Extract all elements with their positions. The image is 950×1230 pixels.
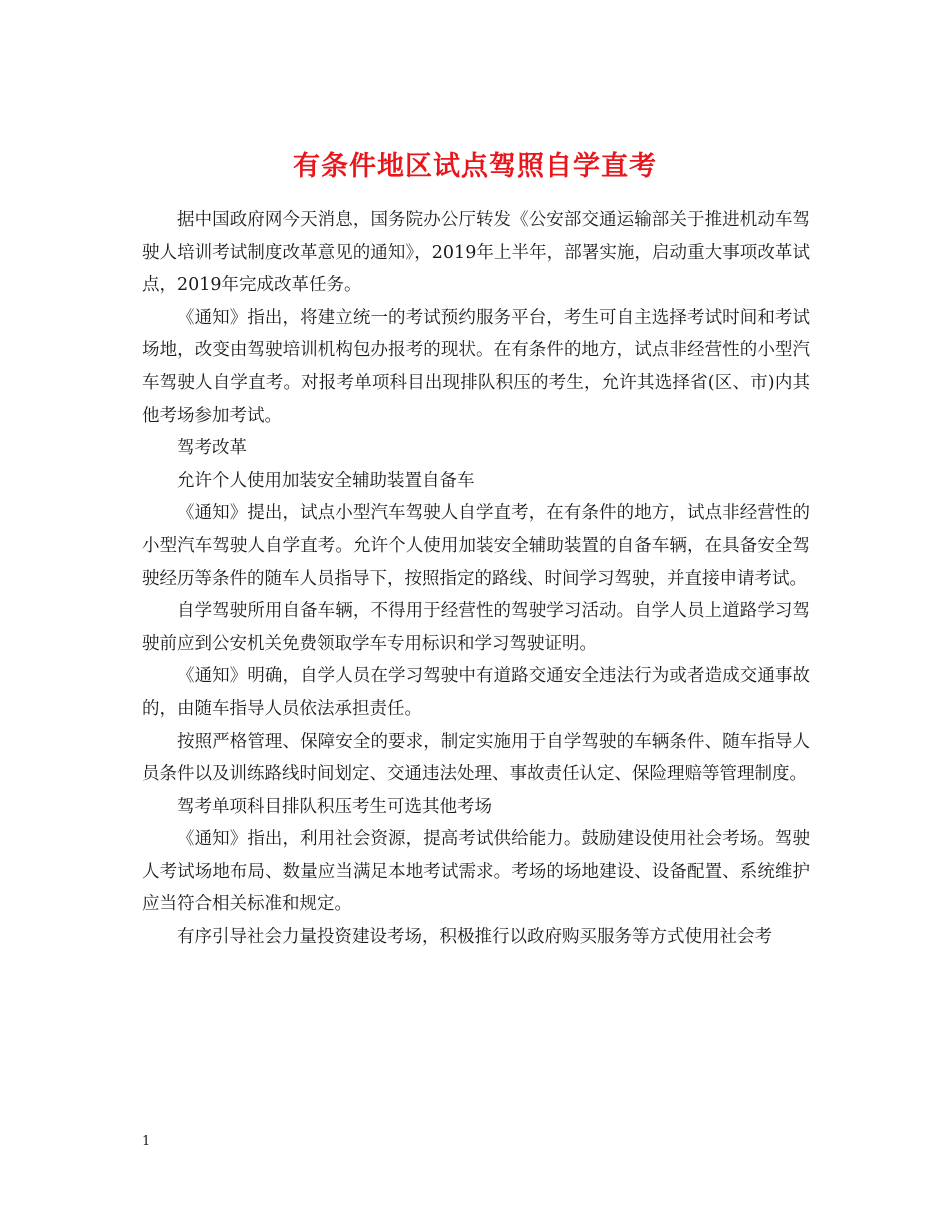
paragraph-social-venues: 《通知》指出，利用社会资源，提高考试供给能力。鼓励建设使用社会考场。驾驶人考试场地布局、数量应当满足本地考试需求。考场的场地建设、设备配置、系统维护应当符合相关标准和规定。 xyxy=(142,829,810,915)
subheading-other-venues: 驾考单项科目排队积压考生可选其他考场 xyxy=(177,796,492,817)
paragraph-responsibility: 《通知》明确，自学人员在学习驾驶中有道路交通安全违法行为或者造成交通事故的，由随车指导人员依法承担责任。 xyxy=(142,666,810,719)
paragraph-investment: 有序引导社会力量投资建设考场，积极推行以政府购买服务等方式使用社会考 xyxy=(177,927,772,948)
page-number: 1 xyxy=(142,1134,151,1149)
paragraph-management: 按照严格管理、保障安全的要求，制定实施用于自学驾驶的车辆条件、随车指导人员条件以及训练路线时间划定、交通违法处理、事故责任认定、保险理赔等管理制度。 xyxy=(142,731,810,785)
paragraph-vehicle-rules: 自学驾驶所用自备车辆，不得用于经营性的驾驶学习活动。自学人员上道路学习驾驶前应到公安机关免费领取学车专用标识和学习驾驶证明。 xyxy=(142,601,810,654)
subheading-own-vehicle: 允许个人使用加装安全辅助装置自备车 xyxy=(177,470,475,491)
paragraph-notice-platform: 《通知》指出，将建立统一的考试预约服务平台，考生可自主选择考试时间和考试场地，改变由驾驶培训机构包办报考的现状。在有条件的地方，试点非经营性的小型汽车驾驶人自学直考。对报考单项科目出现排队积压的考生，允许其选择省(区、市)内其他考场参加考试。 xyxy=(142,307,810,426)
paragraph-self-study-trial: 《通知》提出，试点小型汽车驾驶人自学直考，在有条件的地方，试点非经营性的小型汽车驾驶人自学直考。允许个人使用加装安全辅助装置的自备车辆，在具备安全驾驶经历等条件的随车人员指导下，按照指定的路线、时间学习驾驶，并直接申请考试。 xyxy=(142,503,810,589)
subheading-reform: 驾考改革 xyxy=(177,438,247,459)
paragraph-intro: 据中国政府网今天消息，国务院办公厅转发《公安部交通运输部关于推进机动车驾驶人培训考试制度改革意见的通知》，2019年上半年，部署实施，启动重大事项改革试点，2019年完成改革任务。 xyxy=(142,210,810,296)
document-body xyxy=(142,204,810,954)
document-title: 有条件地区试点驾照自学直考 xyxy=(293,151,657,183)
